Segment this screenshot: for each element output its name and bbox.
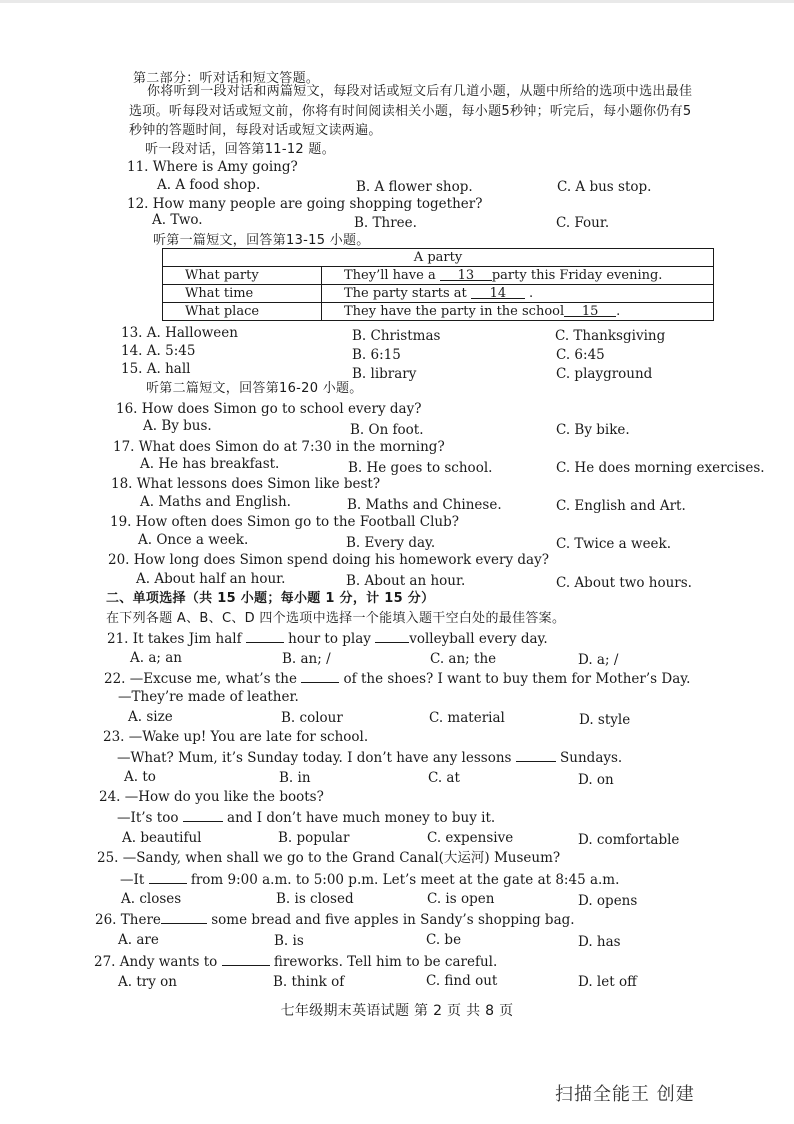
q21-option-a: A. a; an — [130, 650, 182, 666]
q22-option-c: C. material — [429, 710, 505, 726]
q15-option-b: B. library — [352, 366, 417, 382]
q16-option-b: B. On foot. — [350, 422, 424, 438]
question-25: 25. —Sandy, when shall we go to the Grand Canal(大运河) Museum? — [97, 850, 561, 866]
q21-option-b: B. an; / — [282, 651, 331, 667]
q23-option-a: A. to — [124, 769, 156, 785]
blank-21a[interactable] — [246, 629, 284, 643]
q26-option-a: A. are — [118, 932, 159, 948]
q14-option-b: B. 6:15 — [352, 347, 401, 363]
q17-option-b: B. He goes to school. — [348, 460, 493, 476]
q17-option-a: A. He has breakfast. — [140, 456, 280, 472]
q21-option-c: C. an; the — [430, 651, 497, 667]
q26-option-b: B. is — [274, 933, 304, 949]
dialogue-note: 听一段对话，回答第11-12 题。 — [145, 142, 336, 157]
question-20: 20. How long does Simon spend doing his homework every day? — [108, 552, 549, 568]
party-table — [162, 248, 714, 321]
q22-option-a: A. size — [128, 709, 173, 725]
q18-option-b: B. Maths and Chinese. — [347, 497, 502, 513]
q16-option-a: A. By bus. — [143, 418, 212, 434]
q11-option-a: A. A food shop. — [157, 177, 261, 193]
blank-21b[interactable] — [375, 629, 409, 643]
q11-option-c: C. A bus stop. — [557, 179, 652, 195]
section2-intro-line3: 秒钟的答题时间，每段对话或短文读两遍。 — [129, 123, 382, 138]
q17-option-c: C. He does morning exercises. — [556, 460, 765, 476]
q20-option-a: A. About half an hour. — [136, 571, 286, 587]
passage1-note: 听第一篇短文，回答第13-15 小题。 — [153, 233, 370, 248]
q19-option-c: C. Twice a week. — [556, 536, 672, 552]
blank-22[interactable] — [301, 669, 339, 683]
table-row — [163, 303, 714, 321]
q13-option-c: C. Thanksgiving — [555, 328, 666, 344]
section-single-title: 二、单项选择（共 15 小题；每小题 1 分，计 15 分） — [106, 591, 435, 606]
q23-option-c: C. at — [428, 770, 460, 786]
q25-option-d: D. opens — [578, 893, 638, 909]
section2-title: 第二部分：听对话和短文答题。 — [133, 71, 320, 86]
q18-option-c: C. English and Art. — [556, 498, 686, 514]
question-21: 21. It takes Jim half hour to play volleyball every day. — [107, 631, 548, 647]
q12-option-c: C. Four. — [556, 215, 610, 231]
q23-option-b: B. in — [279, 770, 311, 786]
section-single-instruction: 在下列各题 A、B、C、D 四个选项中选择一个能填入题干空白处的最佳答案。 — [106, 611, 566, 626]
party-table-title: A party — [163, 249, 714, 267]
q14-option-c: C. 6:45 — [556, 347, 605, 363]
question-18: 18. What lessons does Simon like best? — [111, 476, 381, 492]
question-14: 14. A. 5:45 — [121, 343, 196, 359]
q25-option-c: C. is open — [427, 891, 495, 907]
question-11: 11. Where is Amy going? — [127, 159, 298, 175]
answer-blank-14[interactable]: 14 — [471, 285, 525, 299]
question-16: 16. How does Simon go to school every day? — [116, 401, 422, 417]
q19-option-a: A. Once a week. — [138, 532, 249, 548]
q16-option-c: C. By bike. — [556, 422, 630, 438]
q23-line2: —What? Mum, it’s Sunday today. I don’t have any lessons Sundays. — [117, 750, 623, 766]
q24-option-d: D. comfortable — [578, 832, 680, 848]
table-row — [163, 267, 714, 285]
question-12: 12. How many people are going shopping together? — [127, 196, 483, 212]
q12-option-a: A. Two. — [152, 212, 203, 228]
q24-option-b: B. popular — [278, 830, 350, 846]
row-label: What time — [163, 285, 322, 303]
section2-intro-line1: 你将听到一段对话和两篇短文，每段对话或短文后有几道小题，从题中所给的选项中选出最佳 — [147, 84, 693, 99]
q27-option-c: C. find out — [426, 973, 498, 989]
q18-option-a: A. Maths and English. — [140, 494, 291, 510]
section2-intro-line2: 选项。听每段对话或短文前，你将有时间阅读相关小题，每小题5秒钟；听完后，每小题你仍有5 — [129, 104, 692, 119]
q27-option-a: A. try on — [118, 974, 177, 990]
question-26: 26. There some bread and five apples in Sandy’s shopping bag. — [95, 912, 575, 928]
q22-answer-line: —They’re made of leather. — [118, 689, 299, 705]
q15-option-c: C. playground — [556, 366, 653, 382]
q26-option-d: D. has — [578, 934, 621, 950]
q21-option-d: D. a; / — [578, 652, 619, 668]
question-19: 19. How often does Simon go to the Football Club? — [110, 514, 459, 530]
q24-line2: —It’s too and I don’t have much money to buy it. — [117, 810, 496, 826]
table-row — [163, 285, 714, 303]
q25-line2: —It from 9:00 a.m. to 5:00 p.m. Let’s meet at the gate at 8:45 a.m. — [120, 872, 620, 888]
blank-24[interactable] — [183, 808, 223, 822]
question-27: 27. Andy wants to fireworks. Tell him to be careful. — [94, 954, 498, 970]
q20-option-b: B. About an hour. — [346, 573, 466, 589]
question-15: 15. A. hall — [121, 361, 191, 377]
q24-option-c: C. expensive — [427, 830, 514, 846]
row-content: They’ll have a 13 party this Friday evening. — [322, 267, 714, 285]
q27-option-d: D. let off — [578, 974, 637, 990]
q19-option-b: B. Every day. — [346, 535, 436, 551]
blank-25[interactable] — [149, 870, 187, 884]
answer-blank-15[interactable]: 15 — [564, 303, 616, 317]
q13-option-b: B. Christmas — [352, 328, 441, 344]
q23-option-d: D. on — [578, 772, 614, 788]
question-22: 22. —Excuse me, what’s the of the shoes? I want to buy them for Mother’s Day. — [104, 671, 691, 687]
question-23: 23. —Wake up! You are late for school. — [103, 729, 369, 745]
row-content: They have the party in the school 15 . — [322, 303, 714, 321]
page-footer: 七年级期末英语试题 第 2 页 共 8 页 — [280, 1003, 514, 1019]
q25-option-a: A. closes — [121, 891, 182, 907]
blank-23[interactable] — [516, 748, 556, 762]
blank-27[interactable] — [222, 952, 270, 966]
q22-option-b: B. colour — [281, 710, 343, 726]
q26-option-c: C. be — [426, 932, 462, 948]
q20-option-c: C. About two hours. — [556, 575, 692, 591]
blank-26[interactable] — [161, 910, 207, 924]
q12-option-b: B. Three. — [354, 215, 417, 231]
q25-option-b: B. is closed — [276, 891, 354, 907]
question-24: 24. —How do you like the boots? — [99, 789, 324, 805]
row-label: What party — [163, 267, 322, 285]
row-content: The party starts at 14 . — [322, 285, 714, 303]
passage2-note: 听第二篇短文，回答第16-20 小题。 — [146, 381, 363, 396]
q27-option-b: B. think of — [273, 974, 345, 990]
question-17: 17. What does Simon do at 7:30 in the morning? — [113, 439, 445, 455]
q22-option-d: D. style — [579, 712, 631, 728]
question-13: 13. A. Halloween — [121, 325, 238, 341]
scanner-watermark: 扫描全能王 创建 — [555, 1084, 695, 1105]
q24-option-a: A. beautiful — [122, 830, 202, 846]
q11-option-b: B. A flower shop. — [356, 179, 473, 195]
row-label: What place — [163, 303, 322, 321]
answer-blank-13[interactable]: 13 — [440, 267, 492, 281]
